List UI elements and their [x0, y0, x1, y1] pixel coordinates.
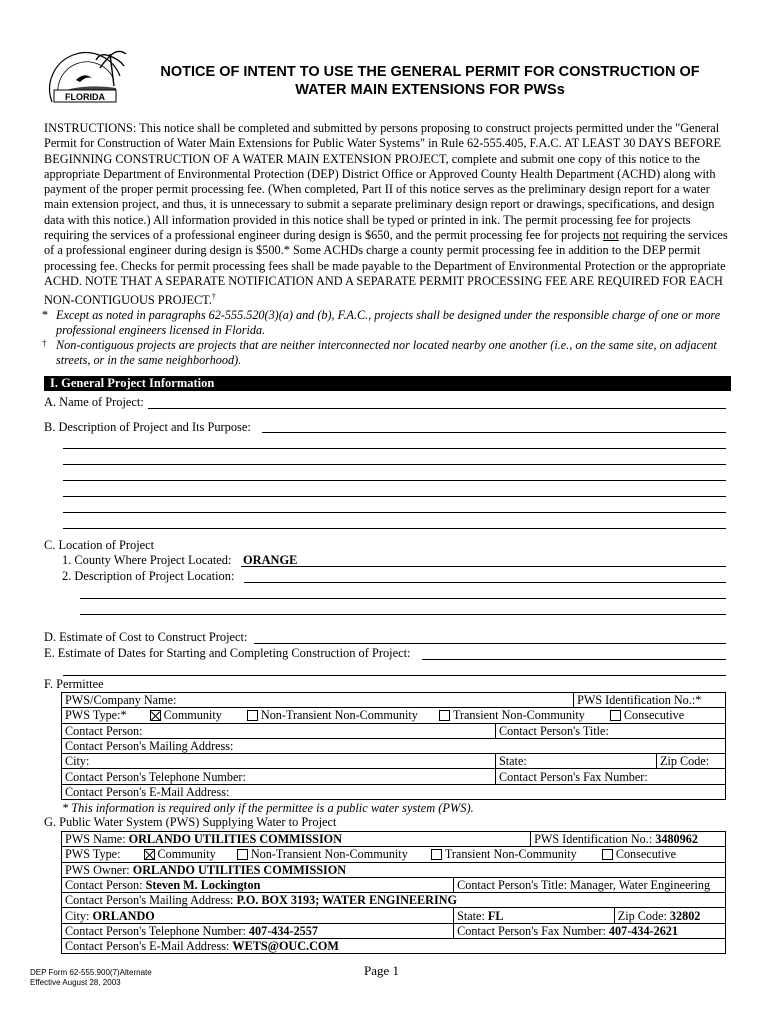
pws-contact[interactable]: Contact Person: Steven M. Lockington: [62, 877, 454, 892]
description-line-7[interactable]: [63, 528, 726, 529]
logo-state-text: FLORIDA: [65, 92, 105, 102]
dates-line-1[interactable]: [422, 659, 726, 660]
pws-city[interactable]: City: ORLANDO: [62, 908, 454, 923]
footnote-star: * Except as noted in paragraphs 62-555.520(3)(a) and (b), F.A.C., projects shall be designed under the responsible charge of one or more professional engineers licensed in Florida.: [42, 308, 721, 337]
dates-line-2[interactable]: [63, 675, 726, 676]
permittee-zip[interactable]: Zip Code:: [657, 754, 726, 769]
pws-phone[interactable]: Contact Person's Telephone Number: 407-434-2557: [62, 923, 454, 938]
permittee-state[interactable]: State:: [495, 754, 656, 769]
county-line[interactable]: [241, 566, 726, 567]
field-c2-label: 2. Description of Project Location:: [62, 569, 235, 583]
field-g-label: G. Public Water System (PWS) Supplying Water to Project: [44, 815, 337, 829]
permittee-city[interactable]: City:: [62, 754, 496, 769]
footnotes: [44, 308, 734, 368]
description-line-6[interactable]: [63, 512, 726, 513]
description-line-1[interactable]: [262, 432, 726, 433]
pws-name[interactable]: PWS Name: ORLANDO UTILITIES COMMISSION: [62, 832, 531, 847]
field-a-label: A. Name of Project:: [44, 395, 144, 409]
page-number: Page 1: [364, 963, 400, 978]
location-line-1[interactable]: [244, 582, 726, 583]
field-c-label: C. Location of Project: [44, 538, 155, 552]
section-header-general-info: I. General Project Information: [44, 376, 731, 391]
field-f-label: F. Permittee: [44, 677, 104, 691]
permittee-table: [61, 692, 726, 800]
footer-form-info: [30, 968, 152, 988]
field-e-label: E. Estimate of Dates for Starting and Completing Construction of Project:: [44, 646, 411, 660]
permittee-pws-id[interactable]: PWS Identification No.:*: [574, 693, 726, 708]
permittee-fax[interactable]: Contact Person's Fax Number:: [495, 769, 725, 784]
title-line-1: NOTICE OF INTENT TO USE THE GENERAL PERMIT FOR CONSTRUCTION OF: [160, 64, 700, 80]
pws-email[interactable]: Contact Person's E-Mail Address: WETS@OUC.COM: [62, 939, 726, 954]
description-line-3[interactable]: [63, 464, 726, 465]
pws-contact-title[interactable]: Contact Person's Title: Manager, Water Engineering: [454, 877, 726, 892]
permittee-mailing[interactable]: Contact Person's Mailing Address:: [62, 738, 726, 753]
project-name-line[interactable]: [148, 408, 726, 409]
description-line-5[interactable]: [63, 496, 726, 497]
pws-zip[interactable]: Zip Code: 32802: [614, 908, 725, 923]
permittee-phone[interactable]: Contact Person's Telephone Number:: [62, 769, 496, 784]
pws-state[interactable]: State: FL: [454, 908, 615, 923]
cost-line[interactable]: [254, 643, 726, 644]
tnc-checkbox[interactable]: [439, 710, 450, 721]
field-c1-label: 1. County Where Project Located:: [62, 553, 232, 567]
instructions-paragraph: INSTRUCTIONS: This notice shall be completed and submitted by persons proposing to construct projects permitted under the "General Permit for Construction of Water Main Extensions for Public Water Systems" in Rule 62-555.405, F.A.C. AT LEAST 30 DAYS BEFORE BEGINNING CONSTRUCTION OF A WATER MAIN EXTENSION PROJECT, complete and submit one copy of this notice to the appropriate Department of Environmental Protection (DEP) District Office or Approved County Health Department (ACHD) along with payment of the proper permit processing fee. (When completed, Part II of this notice serves as the preliminary design report for a water main extension project, and thus, it is unnecessary to submit a separate preliminary design report or drawings, specifications, and design data with this notice.) All information provided in this notice shall be typed or printed in ink. The permit processing fee for projects requiring the services of a professional engineer during design is $650, and the permit processing fee for projects not requiring the services of a professional engineer during design is $500.* Some ACHDs charge a county permit processing fee in addition to the DEP permit processing fee. Checks for permit processing fees shall be made payable to the Department of Environmental Protection or the appropriate ACHD. NOTE THAT A SEPARATE NOTIFICATION AND A SEPARATE PERMIT PROCESSING FEE ARE REQUIRED FOR EACH NON-CONTIGUOUS PROJECT.†: [44, 121, 728, 308]
pws-type-row: PWS Type: Community Non-Transient Non-Community Transient Non-Community Consecutive: [62, 847, 726, 862]
field-b-label: B. Description of Project and Its Purpose:: [44, 420, 251, 434]
pws-tnc-checkbox[interactable]: [431, 849, 442, 860]
footer-form-number: DEP Form 62-555.900(7)Alternate: [30, 968, 152, 977]
florida-dep-seal-logo: [40, 46, 130, 108]
form-title: [130, 63, 730, 99]
consecutive-checkbox[interactable]: [610, 710, 621, 721]
community-checkbox[interactable]: [150, 710, 161, 721]
pws-fax[interactable]: Contact Person's Fax Number: 407-434-2621: [454, 923, 726, 938]
footnote-dagger: † Non-contiguous projects are projects that are neither interconnected nor located nearby one another (i.e., on the same site, on adjacent streets, or in the same neighborhood).: [42, 338, 717, 367]
pws-id[interactable]: PWS Identification No.: 3480962: [531, 832, 726, 847]
pws-owner[interactable]: PWS Owner: ORLANDO UTILITIES COMMISSION: [62, 862, 726, 877]
pws-table: [61, 831, 726, 954]
county-value: ORANGE: [243, 553, 298, 567]
description-line-4[interactable]: [63, 480, 726, 481]
permittee-contact[interactable]: Contact Person:: [62, 723, 496, 738]
pws-community-checkbox[interactable]: [144, 849, 155, 860]
location-line-3[interactable]: [80, 614, 726, 615]
permittee-company[interactable]: PWS/Company Name:: [62, 693, 574, 708]
permittee-email[interactable]: Contact Person's E-Mail Address:: [62, 784, 726, 799]
pws-ntnc-checkbox[interactable]: [237, 849, 248, 860]
title-line-2: WATER MAIN EXTENSIONS FOR PWSs: [295, 82, 565, 98]
pws-consecutive-checkbox[interactable]: [602, 849, 613, 860]
footer-effective-date: Effective August 28, 2003: [30, 978, 121, 987]
ntnc-checkbox[interactable]: [247, 710, 258, 721]
location-line-2[interactable]: [80, 598, 726, 599]
pws-mailing[interactable]: Contact Person's Mailing Address: P.O. BOX 3193; WATER ENGINEERING: [62, 893, 726, 908]
description-line-2[interactable]: [63, 448, 726, 449]
permittee-type-row: PWS Type:* Community Non-Transient Non-Community Transient Non-Community Consecutive: [62, 708, 726, 723]
permittee-note: * This information is required only if the permittee is a public water system (PWS).: [62, 801, 474, 815]
field-d-label: D. Estimate of Cost to Construct Project:: [44, 630, 248, 644]
permittee-contact-title[interactable]: Contact Person's Title:: [495, 723, 725, 738]
